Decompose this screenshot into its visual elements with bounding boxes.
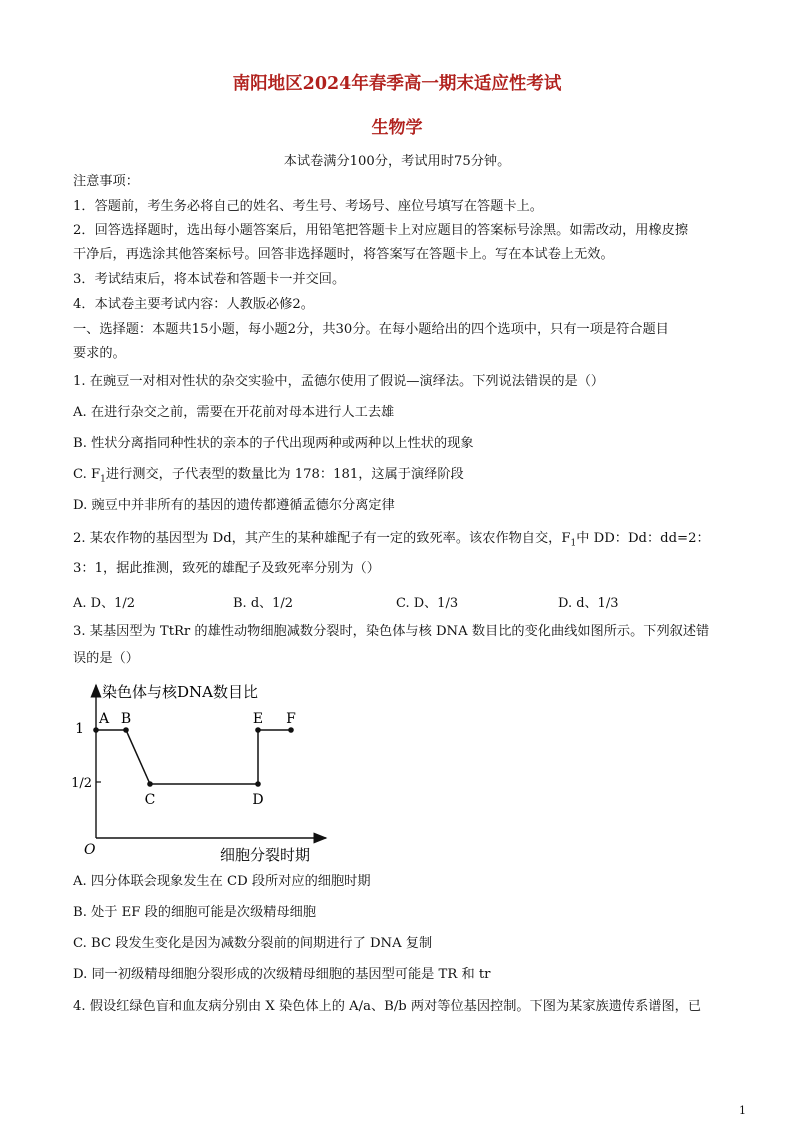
y-tick-half: 1/2 <box>71 776 92 791</box>
question-2-option-c: C. D、1/3 <box>396 596 459 611</box>
point-label-a: A <box>98 711 110 727</box>
notice-item: 2．回答选择题时，选出每小题答案后，用铅笔把答题卡上对应题目的答案标号涂黑。如需改动，用橡皮擦 <box>73 223 689 238</box>
notice-item: 干净后，再选涂其他答案标号。回答非选择题时，将答案写在答题卡上。写在本试卷上无效。 <box>73 247 614 262</box>
data-point-c <box>147 781 153 787</box>
x-axis-label: 细胞分裂时期 <box>220 846 311 864</box>
data-point-d <box>255 781 261 787</box>
point-label-e: E <box>252 711 264 727</box>
ratio-line-chart <box>70 675 340 870</box>
question-2-stem-cont: 3：1，据此推测，致死的雄配子及致死率分别为（） <box>73 561 380 576</box>
series-segment <box>126 730 150 784</box>
point-label-d: D <box>252 792 264 808</box>
notice-item: 3．考试结束后，将本试卷和答题卡一并交回。 <box>73 272 346 287</box>
question-2-stem: 2. 某农作物的基因型为 Dd，其产生的某种雄配子有一定的致死率。该农作物自交，$F_1$中 DD：Dd：dd=2： <box>73 531 710 549</box>
question-1-option-b: B. 性状分离指同种性状的亲本的子代出现两种或两种以上性状的现象 <box>73 436 474 451</box>
subject-title: 生物学 <box>371 118 423 138</box>
y-axis-label: 染色体与核DNA数目比 <box>102 683 258 701</box>
question-3-stem-cont: 误的是（） <box>73 651 139 666</box>
section-heading: 一、选择题：本题共15小题，每小题2分，共30分。在每小题给出的四个选项中，只有一项是符合题目 <box>73 322 669 337</box>
question-3-option-a: A. 四分体联会现象发生在 CD 段所对应的细胞时期 <box>73 874 371 889</box>
question-1-stem: 1. 在豌豆一对相对性状的杂交实验中，孟德尔使用了假说—演绎法。下列说法错误的是（） <box>73 374 605 389</box>
section-heading-cont: 要求的。 <box>73 346 126 361</box>
question-3-stem: 3. 某基因型为 TtRr 的雄性动物细胞减数分裂时，染色体与核 DNA 数目比的变化曲线如图所示。下列叙述错 <box>73 624 710 639</box>
origin-label: O <box>84 842 96 858</box>
notice-item: 4．本试卷主要考试内容：人教版必修2。 <box>73 297 314 312</box>
point-label-f: F <box>286 711 296 727</box>
point-label-c: C <box>144 792 156 808</box>
notice-heading: 注意事项： <box>73 174 139 189</box>
question-2-option-d: D. d、1/3 <box>558 596 619 611</box>
question-1-option-d: D. 豌豆中并非所有的基因的遗传都遵循孟德尔分离定律 <box>73 498 395 513</box>
data-point-f <box>288 727 294 733</box>
question-3-option-d: D. 同一初级精母细胞分裂形成的次级精母细胞的基因型可能是 TR 和 tr <box>73 967 491 982</box>
data-point-a <box>93 727 99 733</box>
point-label-b: B <box>120 711 132 727</box>
question-2-option-b: B. d、1/2 <box>233 596 294 611</box>
question-4-stem: 4. 假设红绿色盲和血友病分别由 X 染色体上的 A/a、B/b 两对等位基因控制。下图为某家族遗传系谱图，已 <box>73 999 702 1014</box>
page-number: 1 <box>739 1104 746 1117</box>
exam-info: 本试卷满分100分，考试用时75分钟。 <box>283 154 511 169</box>
data-point-e <box>255 727 261 733</box>
question-3-option-c: C. BC 段发生变化是因为减数分裂前的间期进行了 DNA 复制 <box>73 936 433 951</box>
y-tick-1: 1 <box>75 721 84 737</box>
exam-title: 南阳地区2024年春季高一期末适应性考试 <box>232 74 562 94</box>
notice-item: 1．答题前，考生务必将自己的姓名、考生号、考场号、座位号填写在答题卡上。 <box>73 199 543 214</box>
question-3-option-b: B. 处于 EF 段的细胞可能是次级精母细胞 <box>73 905 317 920</box>
question-1-option-c: C. $F_1$进行测交，子代表型的数量比为 178：181，这属于演绎阶段 <box>73 467 464 485</box>
question-1-option-a: A. 在进行杂交之前，需要在开花前对母本进行人工去雄 <box>73 405 395 420</box>
data-point-b <box>123 727 129 733</box>
question-2-option-a: A. D、1/2 <box>73 596 135 611</box>
